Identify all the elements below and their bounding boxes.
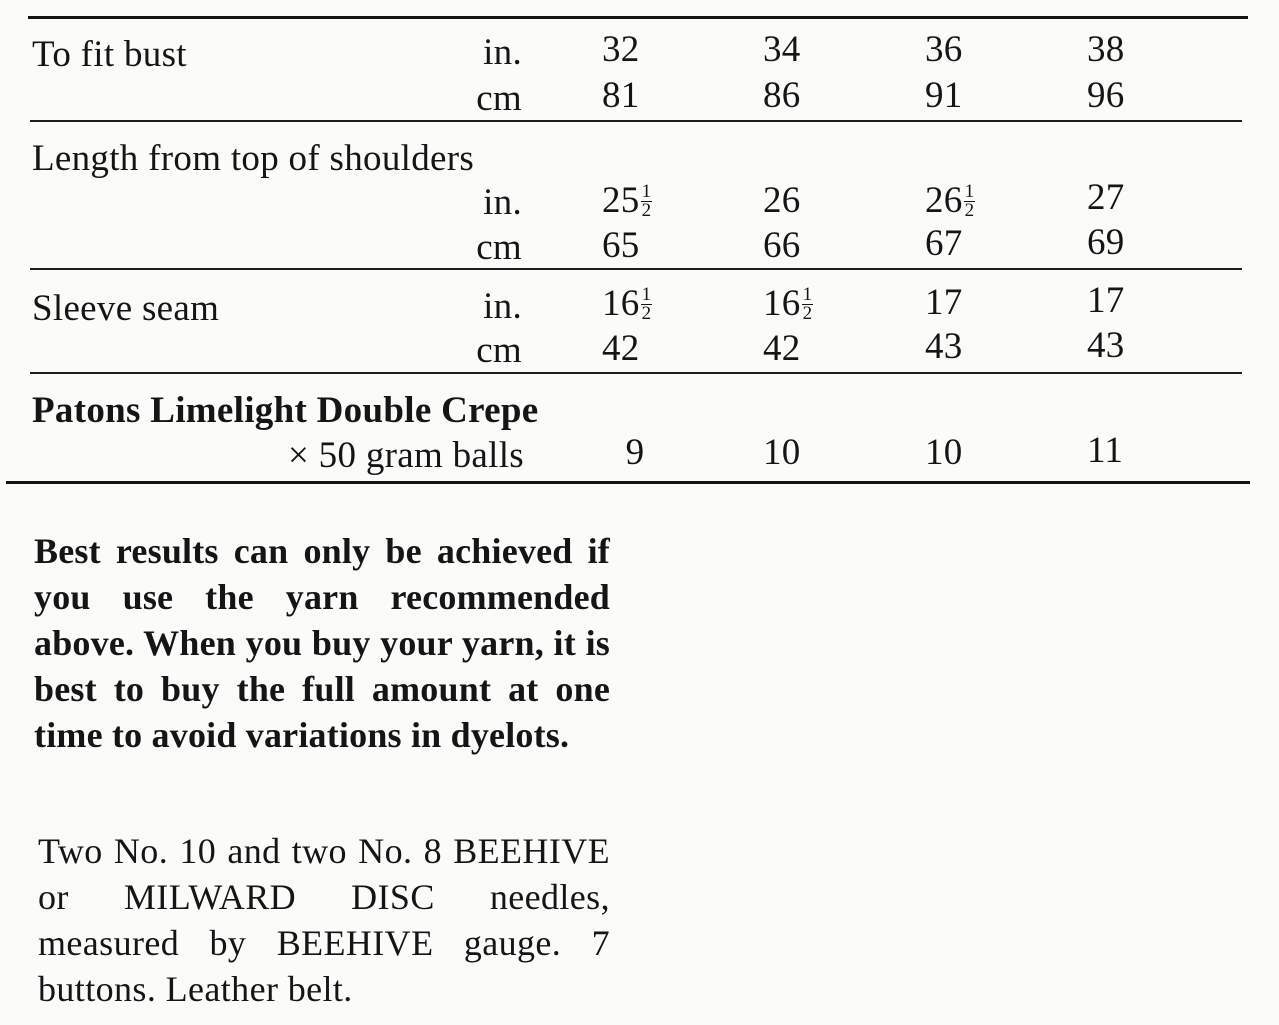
sleeve-cm-size3: 43 xyxy=(925,326,963,367)
unit-sleeve-cm: cm xyxy=(476,330,522,371)
needles-paragraph: Two No. 10 and two No. 8 BEEHIVE or MILWARD DISC needles, measured by BEEHIVE gauge. 7 buttons. Leather belt. xyxy=(38,831,610,1009)
length-cm-size4: 69 xyxy=(1087,222,1125,263)
unit-length-in: in. xyxy=(483,182,522,223)
row-label-length: Length from top of shoulders xyxy=(32,138,475,179)
yarn-balls-size2: 10 xyxy=(763,432,801,473)
yarn-balls-size4: 11 xyxy=(1087,430,1124,471)
bust-in-size3: 36 xyxy=(925,29,963,70)
length-in-size4: 27 xyxy=(1087,177,1125,218)
sleeve-in-size3: 17 xyxy=(925,282,963,323)
unit-bust-in: in. xyxy=(483,32,522,73)
bust-in-size1: 32 xyxy=(602,29,640,70)
bust-cm-size1: 81 xyxy=(602,75,640,116)
bust-in-size2: 34 xyxy=(763,29,801,70)
fraction: $\frac{1}{2}$ xyxy=(964,181,975,221)
length-in-size1: 25 $\frac{1}{2}$ xyxy=(602,180,652,221)
sleeve-cm-size4: 43 xyxy=(1087,325,1125,366)
row-divider xyxy=(30,120,1242,122)
yarn-advice-paragraph: Best results can only be achieved if you use the yarn recommended above. When you buy your yarn, it is best to buy the full amount at one time to avoid variations in dyelots. xyxy=(34,531,610,755)
length-in-size2: 26 xyxy=(763,180,801,221)
unit-sleeve-in: in. xyxy=(483,286,522,327)
row-label-bust: To fit bust xyxy=(32,34,187,75)
fraction: $\frac{1}{2}$ xyxy=(802,284,813,324)
row-label-sleeve: Sleeve seam xyxy=(32,288,220,329)
row-divider xyxy=(30,268,1242,270)
unit-yarn-balls: × 50 gram balls xyxy=(287,435,524,476)
table-top-rule xyxy=(28,16,1248,19)
bust-cm-size3: 91 xyxy=(925,75,963,116)
unit-bust-cm: cm xyxy=(476,78,522,119)
bust-cm-size4: 96 xyxy=(1087,75,1125,116)
sleeve-cm-size1: 42 xyxy=(602,328,640,369)
bust-in-size4: 38 xyxy=(1087,29,1125,70)
bust-cm-size2: 86 xyxy=(763,75,801,116)
fraction: $\frac{1}{2}$ xyxy=(641,181,652,221)
sleeve-cm-size2: 42 xyxy=(763,328,801,369)
table-bottom-rule xyxy=(6,481,1250,484)
length-in-size3: 26 $\frac{1}{2}$ xyxy=(925,180,975,221)
fraction: $\frac{1}{2}$ xyxy=(641,284,652,324)
row-label-yarn: Patons Limelight Double Crepe xyxy=(32,390,539,431)
yarn-balls-size3: 10 xyxy=(925,432,963,473)
row-divider xyxy=(30,372,1242,374)
length-cm-size2: 66 xyxy=(763,225,801,266)
sleeve-in-size2: 16 $\frac{1}{2}$ xyxy=(763,283,813,324)
sleeve-in-size4: 17 xyxy=(1087,280,1125,321)
length-cm-size3: 67 xyxy=(925,223,963,264)
yarn-balls-size1: 9 xyxy=(625,432,645,473)
sleeve-in-size1: 16 $\frac{1}{2}$ xyxy=(602,283,652,324)
unit-length-cm: cm xyxy=(476,227,522,268)
length-cm-size1: 65 xyxy=(602,225,640,266)
